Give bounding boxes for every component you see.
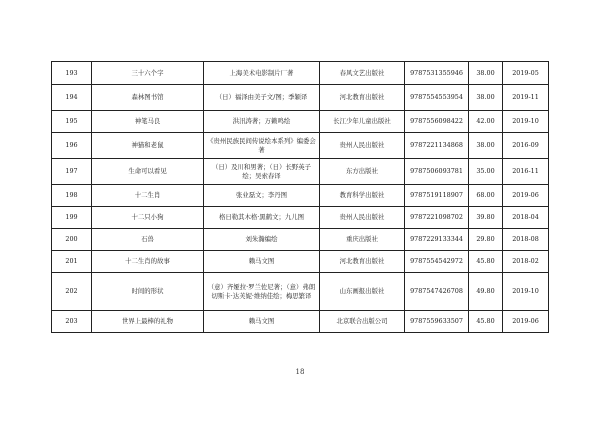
publish-date: 2019-05: [503, 62, 549, 85]
book-author: （日）及川和男著；（日）长野英子绘；吴索春译: [204, 159, 320, 185]
book-author: 格日勒其木格·黑鹤文；九儿图: [204, 207, 320, 229]
book-price: 39.80: [469, 207, 503, 229]
book-isbn: 9787506093781: [405, 159, 469, 185]
book-price: 45.80: [469, 311, 503, 333]
book-publisher: 春风文艺出版社: [320, 62, 405, 85]
table-row: [52, 251, 549, 273]
row-number: 203: [52, 311, 92, 333]
row-number: 201: [52, 251, 92, 273]
book-isbn: 9787556098422: [405, 111, 469, 133]
book-isbn: 9787531355946: [405, 62, 469, 85]
book-title: 神猫和老鼠: [92, 133, 204, 159]
table-row: [52, 62, 549, 85]
page-number: 18: [295, 368, 305, 376]
table-row: [52, 133, 549, 159]
row-number: 195: [52, 111, 92, 133]
publish-date: 2019-06: [503, 311, 549, 333]
row-number: 199: [52, 207, 92, 229]
table-row: [52, 207, 549, 229]
publish-date: 2019-10: [503, 111, 549, 133]
table-row: [52, 229, 549, 251]
book-title: 神笔马良: [92, 111, 204, 133]
publish-date: 2016-11: [503, 159, 549, 185]
row-number: 198: [52, 185, 92, 207]
book-isbn: 9787554553954: [405, 85, 469, 111]
book-isbn: 9787559633507: [405, 311, 469, 333]
book-isbn: 9787547426708: [405, 273, 469, 311]
book-title: 十二生肖: [92, 185, 204, 207]
book-publisher: 教育科学出版社: [320, 185, 405, 207]
book-price: 29.80: [469, 229, 503, 251]
book-title: 森林图书馆: [92, 85, 204, 111]
book-price: 49.80: [469, 273, 503, 311]
book-isbn: 9787229133344: [405, 229, 469, 251]
book-author: （日）福泽由美子文/图；季颖译: [204, 85, 320, 111]
table-row: [52, 185, 549, 207]
publish-date: 2018-08: [503, 229, 549, 251]
book-publisher: 长江少年儿童出版社: [320, 111, 405, 133]
book-publisher: 河北教育出版社: [320, 251, 405, 273]
book-title: 十二生肖的故事: [92, 251, 204, 273]
book-author: （意）齐娅拉·罗兰佐尼著；（意）弗朗切斯卡·达芙妮·维纳佳绘；梅思繁译: [204, 273, 320, 311]
book-title: 时间的形状: [92, 273, 204, 311]
book-price: 45.80: [469, 251, 503, 273]
book-price: 35.00: [469, 159, 503, 185]
book-title: 世界上最棒的礼物: [92, 311, 204, 333]
publish-date: 2019-10: [503, 273, 549, 311]
book-isbn: 9787221134868: [405, 133, 469, 159]
publish-date: 2018-02: [503, 251, 549, 273]
row-number: 194: [52, 85, 92, 111]
book-publisher: 东方出版社: [320, 159, 405, 185]
book-publisher: 山东画报出版社: [320, 273, 405, 311]
book-title: 三十六个字: [92, 62, 204, 85]
book-title: 生命可以看见: [92, 159, 204, 185]
row-number: 193: [52, 62, 92, 85]
table-row: [52, 273, 549, 311]
book-title: 十二只小狗: [92, 207, 204, 229]
publish-date: 2016-09: [503, 133, 549, 159]
book-isbn: 9787554542972: [405, 251, 469, 273]
book-author: 刘朱瀚编绘: [204, 229, 320, 251]
book-isbn: 9787221098702: [405, 207, 469, 229]
book-price: 42.00: [469, 111, 503, 133]
publish-date: 2018-04: [503, 207, 549, 229]
book-author: 张业磊文；李丹图: [204, 185, 320, 207]
book-title: 石兽: [92, 229, 204, 251]
book-author: 上海美术电影制片厂著: [204, 62, 320, 85]
book-price: 38.00: [469, 62, 503, 85]
book-author: 《贵州民族民间传说绘本系列》编委会著: [204, 133, 320, 159]
book-author: 洪汛涛著；万籁鸣绘: [204, 111, 320, 133]
table-row: [52, 111, 549, 133]
row-number: 197: [52, 159, 92, 185]
table-row: [52, 159, 549, 185]
row-number: 202: [52, 273, 92, 311]
book-price: 38.00: [469, 133, 503, 159]
book-price: 68.00: [469, 185, 503, 207]
book-publisher: 河北教育出版社: [320, 85, 405, 111]
table-row: [52, 85, 549, 111]
publish-date: 2019-11: [503, 85, 549, 111]
publish-date: 2019-06: [503, 185, 549, 207]
book-price: 38.00: [469, 85, 503, 111]
row-number: 200: [52, 229, 92, 251]
book-list-table: [51, 61, 549, 333]
book-author: 赖马文图: [204, 311, 320, 333]
book-publisher: 贵州人民出版社: [320, 207, 405, 229]
book-author: 赖马文图: [204, 251, 320, 273]
book-publisher: 北京联合出版公司: [320, 311, 405, 333]
row-number: 196: [52, 133, 92, 159]
book-publisher: 重庆出版社: [320, 229, 405, 251]
table-row: [52, 311, 549, 333]
book-publisher: 贵州人民出版社: [320, 133, 405, 159]
book-isbn: 9787519118907: [405, 185, 469, 207]
